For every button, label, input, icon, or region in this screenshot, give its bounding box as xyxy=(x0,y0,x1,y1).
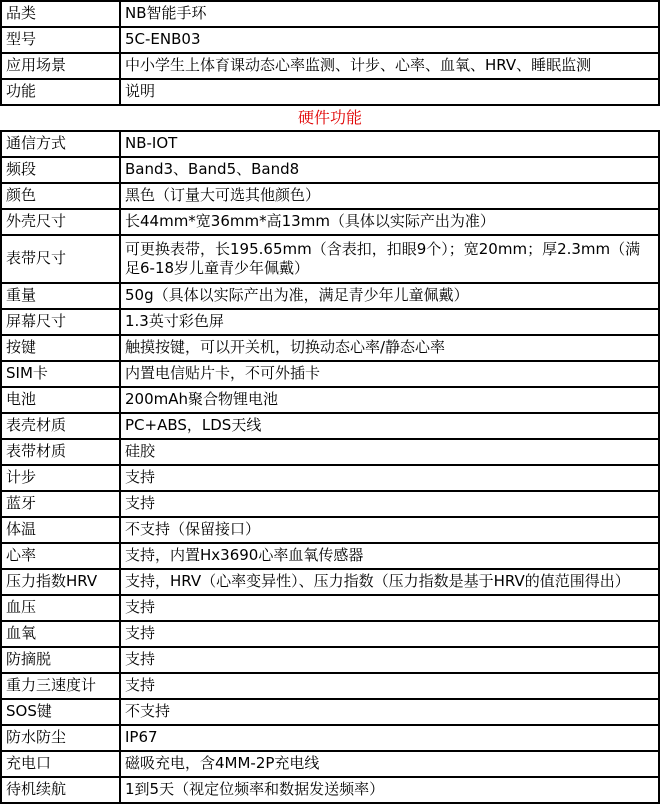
table-row xyxy=(1,53,659,79)
spec-value-cell: 支持 xyxy=(120,465,659,491)
spec-value-cell: 支持 xyxy=(120,491,659,517)
spec-value-cell: 触摸按键，可以开关机，切换动态心率/静态心率 xyxy=(120,335,659,361)
table-row xyxy=(1,699,659,725)
table-row xyxy=(1,751,659,777)
table-row xyxy=(1,131,659,157)
spec-label-cell: SIM卡 xyxy=(1,361,120,387)
table-row xyxy=(1,517,659,543)
spec-label-cell: 频段 xyxy=(1,157,120,183)
spec-label-cell: 功能 xyxy=(1,79,120,105)
table-row xyxy=(1,79,659,105)
spec-label-cell: SOS键 xyxy=(1,699,120,725)
spec-label-cell: 防水防尘 xyxy=(1,725,120,751)
table-row xyxy=(1,439,659,465)
spec-label-cell: 计步 xyxy=(1,465,120,491)
spec-value-cell: 说明 xyxy=(120,79,659,105)
table-row xyxy=(1,569,659,595)
spec-value-cell: 硅胶 xyxy=(120,439,659,465)
table-row xyxy=(1,309,659,335)
spec-label-cell: 重量 xyxy=(1,283,120,309)
spec-table-body xyxy=(1,1,659,803)
spec-label-cell: 表带材质 xyxy=(1,439,120,465)
spec-label-cell: 按键 xyxy=(1,335,120,361)
spec-label-cell: 防摘脱 xyxy=(1,647,120,673)
table-row xyxy=(1,725,659,751)
table-row xyxy=(1,1,659,27)
spec-label-cell: 型号 xyxy=(1,27,120,53)
spec-label-cell: 应用场景 xyxy=(1,53,120,79)
spec-label-cell: 通信方式 xyxy=(1,131,120,157)
spec-value-cell: 不支持（保留接口） xyxy=(120,517,659,543)
table-row xyxy=(1,621,659,647)
section-header-row xyxy=(1,105,659,131)
spec-label-cell: 体温 xyxy=(1,517,120,543)
table-row xyxy=(1,543,659,569)
spec-label-cell: 压力指数HRV xyxy=(1,569,120,595)
spec-value-cell: PC+ABS，LDS天线 xyxy=(120,413,659,439)
table-row xyxy=(1,647,659,673)
table-row xyxy=(1,335,659,361)
spec-value-cell: 支持，内置Hx3690心率血氧传感器 xyxy=(120,543,659,569)
spec-label-cell: 待机续航 xyxy=(1,777,120,803)
spec-label-cell: 充电口 xyxy=(1,751,120,777)
spec-value-cell: 长44mm*宽36mm*高13mm（具体以实际产出为准） xyxy=(120,209,659,235)
table-row xyxy=(1,157,659,183)
spec-label-cell: 表壳材质 xyxy=(1,413,120,439)
spec-value-cell: 磁吸充电，含4MM-2P充电线 xyxy=(120,751,659,777)
spec-value-cell: 黑色（订量大可选其他颜色） xyxy=(120,183,659,209)
table-row xyxy=(1,283,659,309)
spec-label-cell: 表带尺寸 xyxy=(1,235,120,283)
spec-value-cell: 支持 xyxy=(120,621,659,647)
spec-label-cell: 品类 xyxy=(1,1,120,27)
spec-value-cell: Band3、Band5、Band8 xyxy=(120,157,659,183)
section-header-cell: 硬件功能 xyxy=(1,105,659,131)
spec-value-cell: 200mAh聚合物锂电池 xyxy=(120,387,659,413)
table-row xyxy=(1,413,659,439)
spec-value-cell: 中小学生上体育课动态心率监测、计步、心率、血氧、HRV、睡眠监测 xyxy=(120,53,659,79)
spec-label-cell: 外壳尺寸 xyxy=(1,209,120,235)
table-row xyxy=(1,235,659,283)
table-row xyxy=(1,465,659,491)
table-row xyxy=(1,27,659,53)
spec-value-cell: 5C-ENB03 xyxy=(120,27,659,53)
spec-label-cell: 血压 xyxy=(1,595,120,621)
spec-label-cell: 颜色 xyxy=(1,183,120,209)
table-row xyxy=(1,777,659,803)
spec-value-cell: 可更换表带，长195.65mm（含表扣，扣眼9个）；宽20mm；厚2.3mm（满足6-18岁儿童青少年佩戴） xyxy=(120,235,659,283)
spec-value-cell: 50g（具体以实际产出为准，满足青少年儿童佩戴） xyxy=(120,283,659,309)
table-row xyxy=(1,183,659,209)
spec-label-cell: 心率 xyxy=(1,543,120,569)
spec-label-cell: 重力三速度计 xyxy=(1,673,120,699)
spec-value-cell: 支持，HRV（心率变异性）、压力指数（压力指数是基于HRV的值范围得出） xyxy=(120,569,659,595)
spec-value-cell: 1.3英寸彩色屏 xyxy=(120,309,659,335)
spec-value-cell: 支持 xyxy=(120,673,659,699)
table-row xyxy=(1,491,659,517)
table-row xyxy=(1,209,659,235)
spec-value-cell: 支持 xyxy=(120,647,659,673)
spec-label-cell: 蓝牙 xyxy=(1,491,120,517)
spec-value-cell: NB-IOT xyxy=(120,131,659,157)
table-row xyxy=(1,595,659,621)
spec-value-cell: NB智能手环 xyxy=(120,1,659,27)
spec-value-cell: 支持 xyxy=(120,595,659,621)
spec-value-cell: IP67 xyxy=(120,725,659,751)
table-row xyxy=(1,387,659,413)
spec-value-cell: 1到5天（视定位频率和数据发送频率） xyxy=(120,777,659,803)
spec-value-cell: 内置电信贴片卡，不可外插卡 xyxy=(120,361,659,387)
spec-label-cell: 血氧 xyxy=(1,621,120,647)
spec-label-cell: 电池 xyxy=(1,387,120,413)
table-row xyxy=(1,673,659,699)
table-row xyxy=(1,361,659,387)
spec-label-cell: 屏幕尺寸 xyxy=(1,309,120,335)
spec-value-cell: 不支持 xyxy=(120,699,659,725)
